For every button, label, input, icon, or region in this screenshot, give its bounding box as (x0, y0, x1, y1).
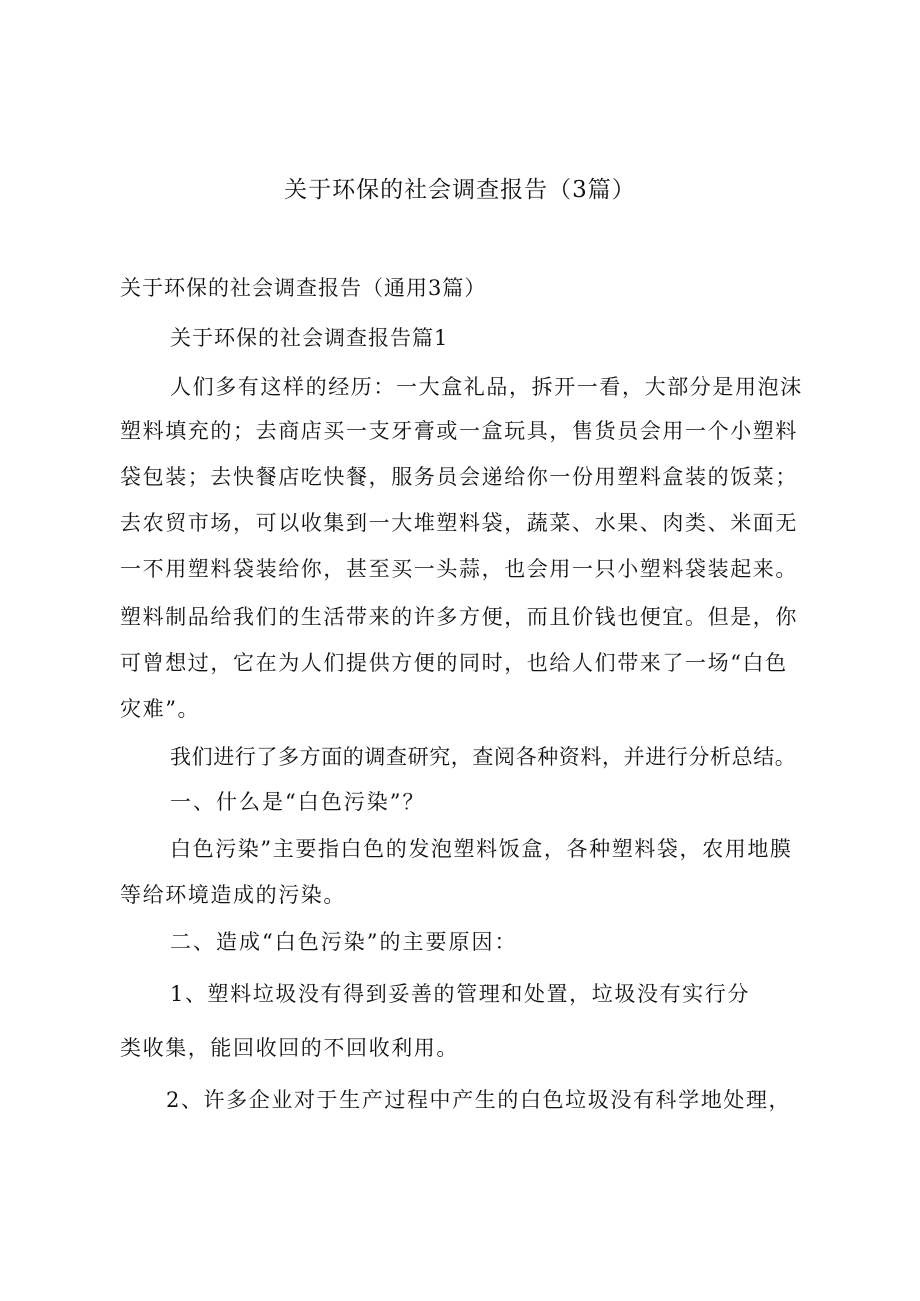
paragraph-line: 1、塑料垃圾没有得到妥善的管理和处置，垃圾没有实行分 (170, 982, 750, 1006)
paragraph-line: 塑料填充的；去商店买一支牙膏或一盒玩具，售货员会用一个小塑料 (120, 419, 798, 443)
paragraph-line: 灾难”。 (120, 697, 201, 721)
paragraph-line: 袋包装；去快餐店吃快餐，服务员会递给你一份用塑料盒装的饭菜； (120, 465, 798, 489)
section-heading-1: 一、什么是“白色污染”？ (170, 790, 426, 814)
paragraph-line: 可曾想过，它在为人们提供方便的同时，也给人们带来了一场“白色 (120, 651, 788, 675)
document-title: 关于环保的社会调查报告（3篇） (284, 177, 636, 203)
paragraph-line: 2、许多企业对于生产过程中产生的白色垃圾没有科学地处理， (166, 1088, 792, 1112)
paragraph-line: 类收集，能回收回的不回收利用。 (120, 1036, 459, 1060)
paragraph-line: 一不用塑料袋装给你，甚至买一头蒜，也会用一只小塑料袋装起来。 (120, 557, 798, 581)
paragraph-line: 塑料制品给我们的生活带来的许多方便，而且价钱也便宜。但是，你 (120, 605, 798, 629)
section-heading: 关于环保的社会调查报告篇1 (170, 326, 449, 350)
document-subtitle: 关于环保的社会调查报告（通用3篇） (120, 276, 487, 300)
section-heading-2: 二、造成“白色污染”的主要原因： (170, 930, 518, 954)
paragraph-line: 我们进行了多方面的调查研究，查阅各种资料，并进行分析总结。 (170, 745, 797, 769)
paragraph-line: 人们多有这样的经历：一大盒礼品，拆开一看，大部分是用泡沫 (170, 375, 803, 399)
paragraph-line: 白色污染”主要指白色的发泡塑料饭盒，各种塑料袋，农用地膜 (170, 837, 793, 861)
paragraph-line: 等给环境造成的污染。 (120, 883, 346, 907)
paragraph-line: 去农贸市场，可以收集到一大堆塑料袋，蔬菜、水果、肉类、米面无 (120, 511, 798, 535)
